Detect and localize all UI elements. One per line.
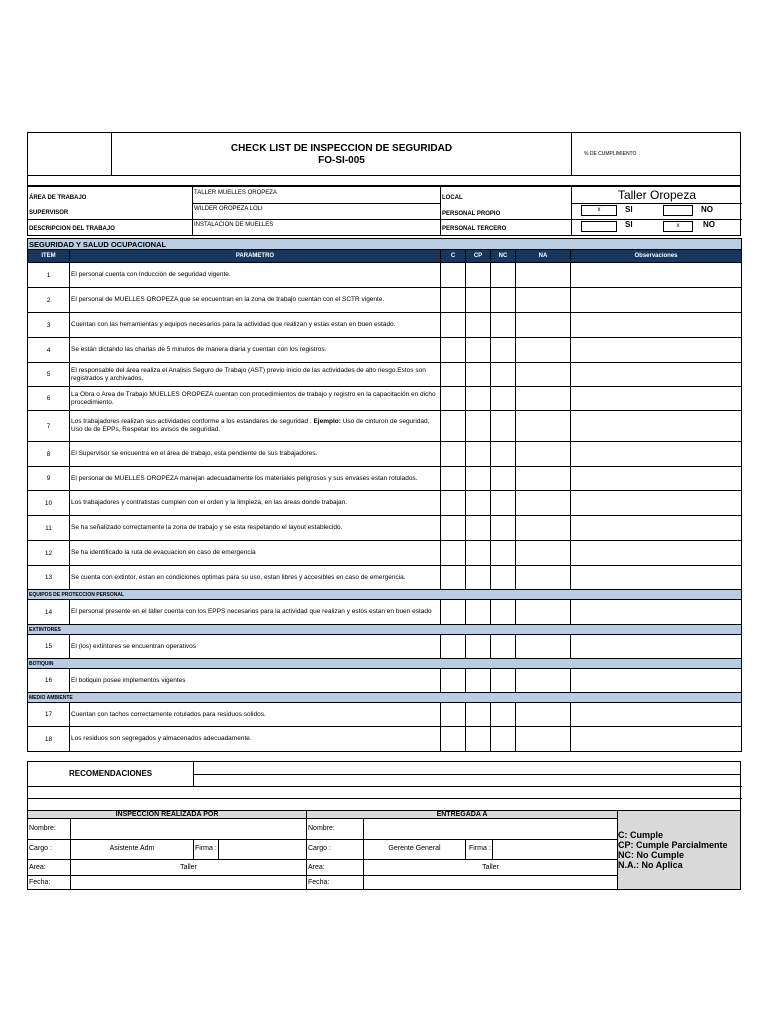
recomendaciones-label: RECOMENDACIONES: [69, 769, 153, 778]
table-row: 8 El Supervisor se encuentra en el área de trabajo, esta pendiente de sus trabajadores.: [28, 442, 742, 467]
header-block: [27, 132, 741, 176]
propio-si-checkbox[interactable]: x: [581, 205, 617, 216]
propio-no-label: NO: [701, 205, 713, 214]
compliance-label: % DE CUMPLIMIENTO: [584, 151, 637, 157]
table-row: 2 El personal de MUELLES OROPEZA que se encuentran en la zona de trabajo cuentan con el SCTR vigente.: [28, 288, 742, 313]
area-value: TALLER MUELLES OROPEZA: [194, 190, 277, 196]
inspeccion-head: INSPECCION REALIZADA POR: [115, 811, 219, 818]
recomendaciones-block: [27, 761, 741, 811]
local-value: Taller Oropeza: [617, 188, 697, 202]
legend-c: C: Cumple: [618, 830, 663, 840]
table-row: 3 Cuentan con las herramientas y equipos necesarios para la actividad que realizan y estas estan en buen estado.: [28, 313, 742, 338]
personal-tercero-label: PERSONAL TERCERO: [442, 226, 507, 232]
legend-box: [618, 811, 740, 889]
propio-no-checkbox[interactable]: [663, 205, 693, 216]
col-nc: NC: [491, 250, 516, 263]
left-cargo-value: Asistente Adm: [109, 845, 155, 852]
section-title: SEGURIDAD Y SALUD OCUPACIONAL: [28, 239, 742, 250]
table-row: 17 Cuentan con tachos correctamente rotulados para residuos solidos.: [28, 703, 742, 727]
footer-block: [27, 810, 741, 890]
propio-si-label: SI: [625, 205, 633, 214]
table-row: 15 El (los) extintores se encuentran operativos: [28, 635, 742, 659]
table-row: 16 El botiquin posee implementos vigentes: [28, 669, 742, 693]
local-label: LOCAL: [442, 195, 463, 201]
left-fecha-label: Fecha:: [29, 879, 51, 886]
supervisor-label: SUPERVISOR: [29, 210, 69, 216]
tercero-no-label: NO: [703, 220, 715, 229]
supervisor-value: WILDER OROPEZA LOLI: [194, 206, 263, 212]
right-cargo-value: Gerente General: [388, 845, 441, 852]
info-block: [27, 186, 741, 236]
table-row: 6 La Obra o Area de Trabajo MUELLES OROPEZA cuentan con procedimientos de trabajo y registro en la capacitación en dicho procedimiento.: [28, 387, 742, 411]
table-row: 4 Se están dictando las charlas de 5 minutos de manera diaria y cuentan con los registros.: [28, 338, 742, 363]
col-na: NA: [516, 250, 571, 263]
left-nombre-label: Nombre:: [29, 825, 56, 832]
entregada-head: ENTREGADA A: [436, 811, 488, 818]
document-title: CHECK LIST DE INSPECCION DE SEGURIDAD FO-SI-005: [230, 143, 453, 166]
col-observaciones: Observaciones: [571, 250, 742, 263]
right-fecha-label: Fecha:: [308, 879, 330, 886]
recomendaciones-input[interactable]: [194, 762, 741, 786]
right-nombre-label: Nombre:: [308, 825, 335, 832]
right-area-label: Area:: [308, 864, 325, 871]
table-row: 10 Los trabajadores y contratistas cumplen con el orden y la limpieza, en las áreas donde trabajan.: [28, 491, 742, 516]
legend-nc: NC: No Cumple: [618, 850, 684, 860]
personal-propio-label: PERSONAL PROPIO: [442, 211, 501, 217]
checklist-table: [27, 238, 742, 752]
left-area-value: Taller: [180, 864, 197, 871]
table-row: 1 El personal cuenta con Inducción de seguridad vigente.: [28, 263, 742, 288]
table-row: 12 Se ha identificado la ruta de evacuacion en caso de emergencia: [28, 541, 742, 566]
col-c: C: [441, 250, 466, 263]
table-row: 18 Los residuos son segregados y almacenados adecuadamente.: [28, 727, 742, 752]
table-row: 11 Se ha señalizado correctamente la zona de trabajo y se esta respetando el layout establecido.: [28, 516, 742, 541]
left-cargo-label: Cargo :: [29, 845, 52, 852]
legend-cp: CP: Cumple Parcialmente: [618, 840, 728, 850]
area-label: ÁREA DE TRABAJO: [29, 195, 87, 201]
tercero-si-label: SI: [625, 220, 633, 229]
header-spacer: [27, 176, 741, 186]
tercero-si-checkbox[interactable]: [581, 221, 617, 232]
col-item: ITEM: [28, 250, 70, 263]
table-row: 5 El responsable del área realiza el Analisis Seguro de Trabajo (AST) previo inicio de las actividades de alto riesgo.Estos son registrados y archivados.: [28, 363, 742, 387]
section-extintores: EXTINTORES: [28, 625, 742, 635]
descripcion-label: DESCRIPCION DEL TRABAJO: [29, 226, 115, 232]
table-row: 13 Se cuenta con extintor, estan en condiciones optimas para su uso, estan libres y accesibles en caso de emergencia.: [28, 566, 742, 590]
section-epp: EQUIPOS DE PROTECCION PERSONAL: [28, 590, 742, 600]
descripcion-value: INSTALACION DE MUELLES: [194, 222, 274, 228]
table-row: 9 El personal de MUELLES OROPEZA manejan adecuadamente los materiales peligrosos y sus envases estan rotulados.: [28, 467, 742, 491]
right-area-value: Taller: [482, 864, 499, 871]
left-area-label: Area:: [29, 864, 46, 871]
col-parametro: PARAMETRO: [70, 250, 441, 263]
right-cargo-label: Cargo :: [308, 845, 331, 852]
tercero-no-checkbox[interactable]: x: [663, 221, 693, 232]
right-firma-label: Firma :: [469, 845, 491, 852]
left-firma-label: Firma :: [195, 845, 217, 852]
legend-na: N.A.: No Aplica: [618, 860, 683, 870]
table-row: 14 El personal presente en el taller cuenta con los EPPS necesarios para la actividad que realizan y estos estan en buen estado: [28, 600, 742, 625]
section-botiquin: BOTIQUIN: [28, 659, 742, 669]
section-medio-ambiente: MEDIO AMBIENTE: [28, 693, 742, 703]
table-row: 7 Los trabajadores realizan sus actividades conforme a los estandares de seguridad . Ejemplo: Uso de cinturon de seguridad, Uso de de EPPs, Respetar los avisos de seguridad.: [28, 411, 742, 442]
col-cp: CP: [466, 250, 491, 263]
